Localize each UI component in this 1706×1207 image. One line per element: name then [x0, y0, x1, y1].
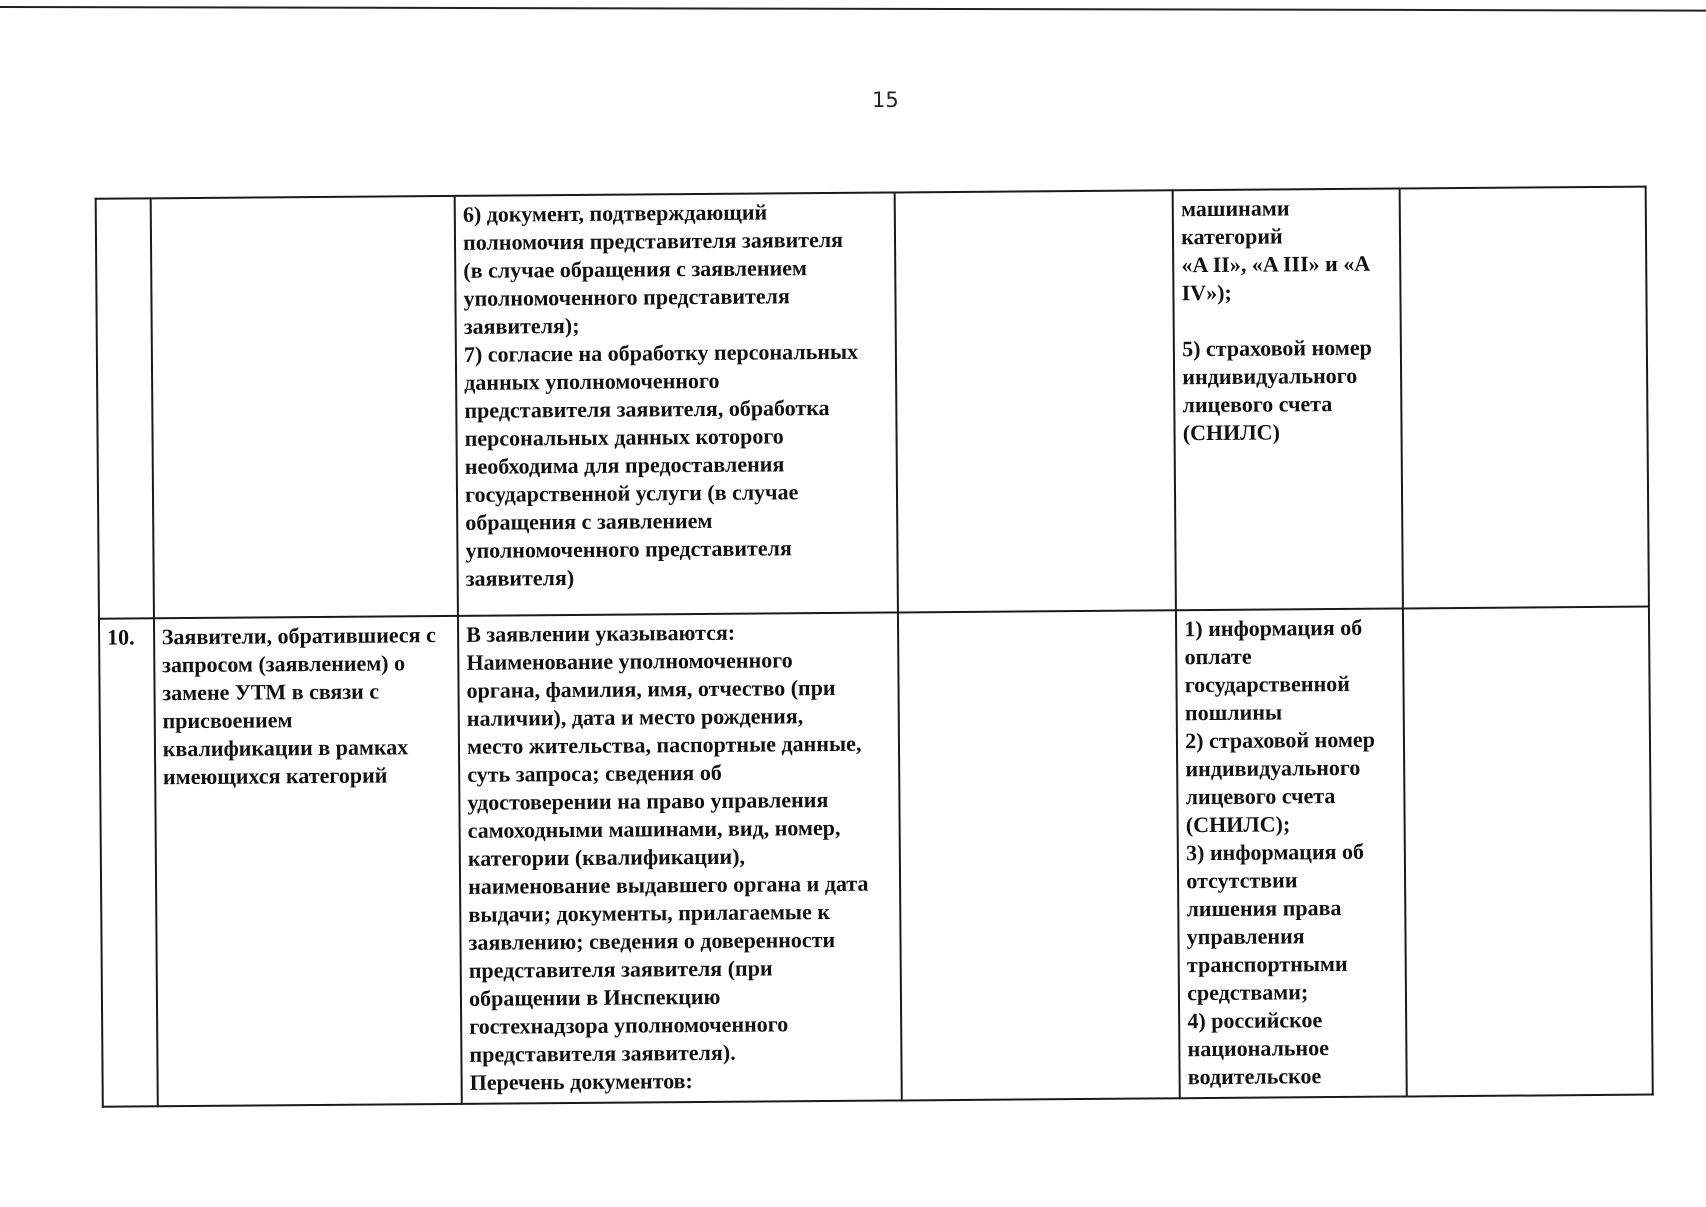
documents-body: Наименование уполномоченного органа, фамилия, имя, отчество (при наличии), дата и место рождения, место жительства, паспортные данные, суть запроса; сведения об удостоверении на право управления самоходными машинами, вид, номер, категории (квалификации), наименование выдавшего органа и дата выдачи; документы, прилагаемые к заявлению; сведения о доверенности представителя заявителя (при обращении в Инспекцию гостехнадзора уполномоченного представителя заявителя).	[466, 647, 869, 1067]
services-table	[95, 186, 1654, 1108]
info-cell	[1173, 189, 1404, 611]
page-number: 15	[872, 88, 899, 112]
info-text-part1: машинами категорий «A II», «A III» и «A IV»);	[1180, 195, 1371, 306]
empty-cell	[898, 610, 1180, 1100]
table-row	[96, 187, 1649, 619]
applicants-cell: Заявители, обратившиеся с запросом (заявлением) о замене УТМ в связи с присвоением квалификации в рамках имеющихся категорий	[154, 616, 462, 1106]
table-row	[99, 607, 1653, 1107]
last-cell	[1403, 607, 1652, 1097]
applicants-cell	[150, 196, 458, 618]
last-cell	[1400, 187, 1649, 609]
info-text-part2: 5) страховой номер индивидуального лицевого счета (СНИЛС)	[1182, 334, 1372, 446]
documents-heading: В заявлении указываются:	[466, 619, 736, 647]
documents-footer: Перечень документов:	[469, 1068, 693, 1095]
row-number-cell: 10.	[99, 618, 158, 1106]
blank-gap	[1182, 306, 1394, 336]
documents-cell	[458, 612, 902, 1103]
empty-cell	[895, 190, 1176, 612]
info-cell: 1) информация об оплате государственной пошлины 2) страховой номер индивидуального лицевого счета (СНИЛС); 3) информация об отсутствии лишения права управления транспортными средствами; 4) российское национальное водительское	[1176, 608, 1407, 1098]
row-number-cell	[96, 198, 154, 618]
documents-cell: 6) документ, подтверждающий полномочия представителя заявителя (в случае обращения с заявлением уполномоченного представителя заявителя); 7) согласие на обработку персональных данных уполномоченного представителя заявителя, обработка персональных данных которого необходима для предоставления государственной услуги (в случае обращения с заявлением уполномоченного представителя заявителя)	[455, 192, 899, 615]
